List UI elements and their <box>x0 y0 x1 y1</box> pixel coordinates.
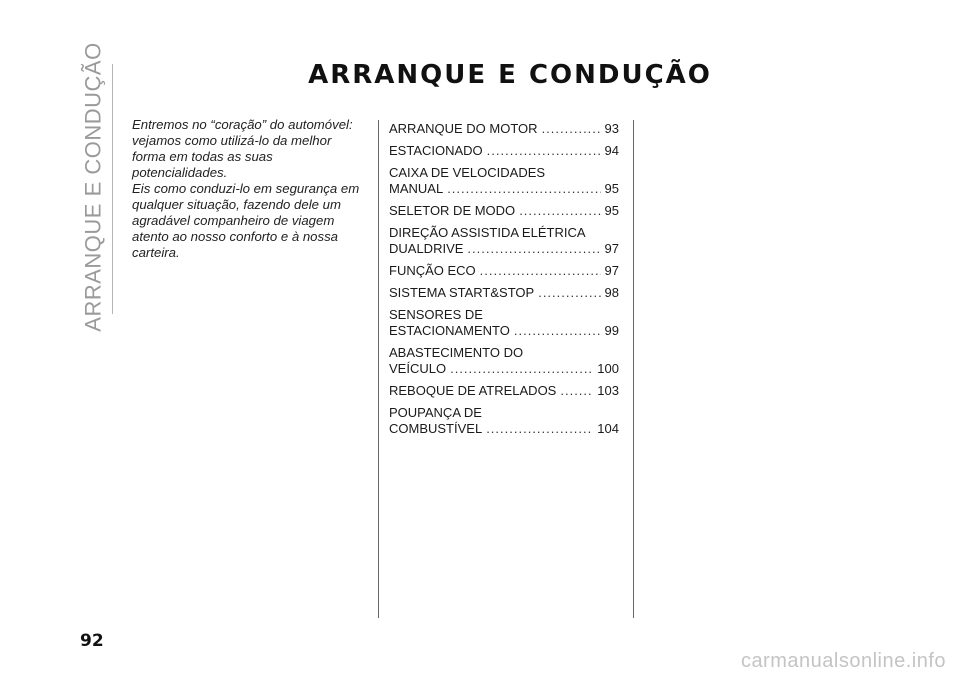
dot-leader <box>538 285 600 301</box>
toc-page-number: 98 <box>604 285 619 300</box>
toc-page-number: 99 <box>604 323 619 338</box>
toc-entry-label: MANUAL <box>389 181 444 196</box>
intro-paragraph: Eis como conduzi-lo em segurança em qualquer situação, fazendo dele um agradável companheiro de viagem atento ao nosso conforto e à nossa carteira. <box>132 181 360 260</box>
column-divider <box>633 120 634 618</box>
dot-leader <box>560 383 593 399</box>
toc-entry-label: ARRANQUE DO MOTOR <box>389 121 538 136</box>
dot-leader <box>467 241 600 257</box>
intro-paragraph: Entremos no “coração” do automóvel: vejamos como utilizá-lo da melhor forma em todas as suas potencialidades. <box>132 117 353 180</box>
toc-page-number: 97 <box>604 263 619 278</box>
toc-entry[interactable] <box>389 143 619 159</box>
side-divider <box>112 64 113 314</box>
toc-entry-label: DIREÇÃO ASSISTIDA ELÉTRICA <box>389 225 586 240</box>
dot-leader <box>450 361 593 377</box>
toc-entry-label: VEÍCULO <box>389 361 447 376</box>
column-divider <box>378 120 379 618</box>
toc-entry-label: ESTACIONAMENTO <box>389 323 510 338</box>
toc-entry[interactable] <box>389 307 619 339</box>
toc-page-number: 103 <box>597 383 619 398</box>
toc-entry-label: FUNÇÃO ECO <box>389 263 476 278</box>
toc-page-number: 104 <box>597 421 619 436</box>
side-section-tab <box>81 42 107 332</box>
dot-leader <box>480 263 601 279</box>
toc-entry-label: SENSORES DE <box>389 307 483 322</box>
dot-leader <box>447 181 600 197</box>
toc-entry[interactable] <box>389 225 619 257</box>
dot-leader <box>487 143 601 159</box>
toc-entry-label: SELETOR DE MODO <box>389 203 516 218</box>
toc-entry[interactable] <box>389 405 619 437</box>
table-of-contents <box>389 121 619 443</box>
toc-entry-label: DUALDRIVE <box>389 241 464 256</box>
toc-entry-label: POUPANÇA DE <box>389 405 482 420</box>
toc-page-number: 94 <box>604 143 619 158</box>
toc-entry-label: ABASTECIMENTO DO <box>389 345 524 360</box>
watermark: carmanualsonline.info <box>740 650 946 672</box>
toc-entry[interactable] <box>389 285 619 301</box>
toc-entry-label: COMBUSTÍVEL <box>389 421 483 436</box>
intro-text <box>132 117 362 261</box>
toc-page-number: 95 <box>604 203 619 218</box>
toc-page-number: 95 <box>604 181 619 196</box>
toc-entry[interactable] <box>389 263 619 279</box>
toc-entry[interactable] <box>389 203 619 219</box>
toc-page-number: 93 <box>604 121 619 136</box>
page-title: ARRANQUE E CONDUÇÃO <box>308 60 712 90</box>
toc-entry[interactable] <box>389 165 619 197</box>
page-number: 92 <box>80 631 104 651</box>
toc-entry[interactable] <box>389 383 619 399</box>
toc-entry[interactable] <box>389 345 619 377</box>
dot-leader <box>542 121 601 137</box>
toc-entry-label: SISTEMA START&STOP <box>389 285 535 300</box>
dot-leader <box>514 323 601 339</box>
dot-leader <box>519 203 600 219</box>
toc-entry[interactable] <box>389 121 619 137</box>
toc-entry-label: CAIXA DE VELOCIDADES <box>389 165 546 180</box>
dot-leader <box>486 421 593 437</box>
toc-page-number: 100 <box>597 361 619 376</box>
toc-page-number: 97 <box>604 241 619 256</box>
side-section-label: ARRANQUE E CONDUÇÃO <box>81 42 107 332</box>
toc-entry-label: ESTACIONADO <box>389 143 483 158</box>
toc-entry-label: REBOQUE DE ATRELADOS <box>389 383 557 398</box>
